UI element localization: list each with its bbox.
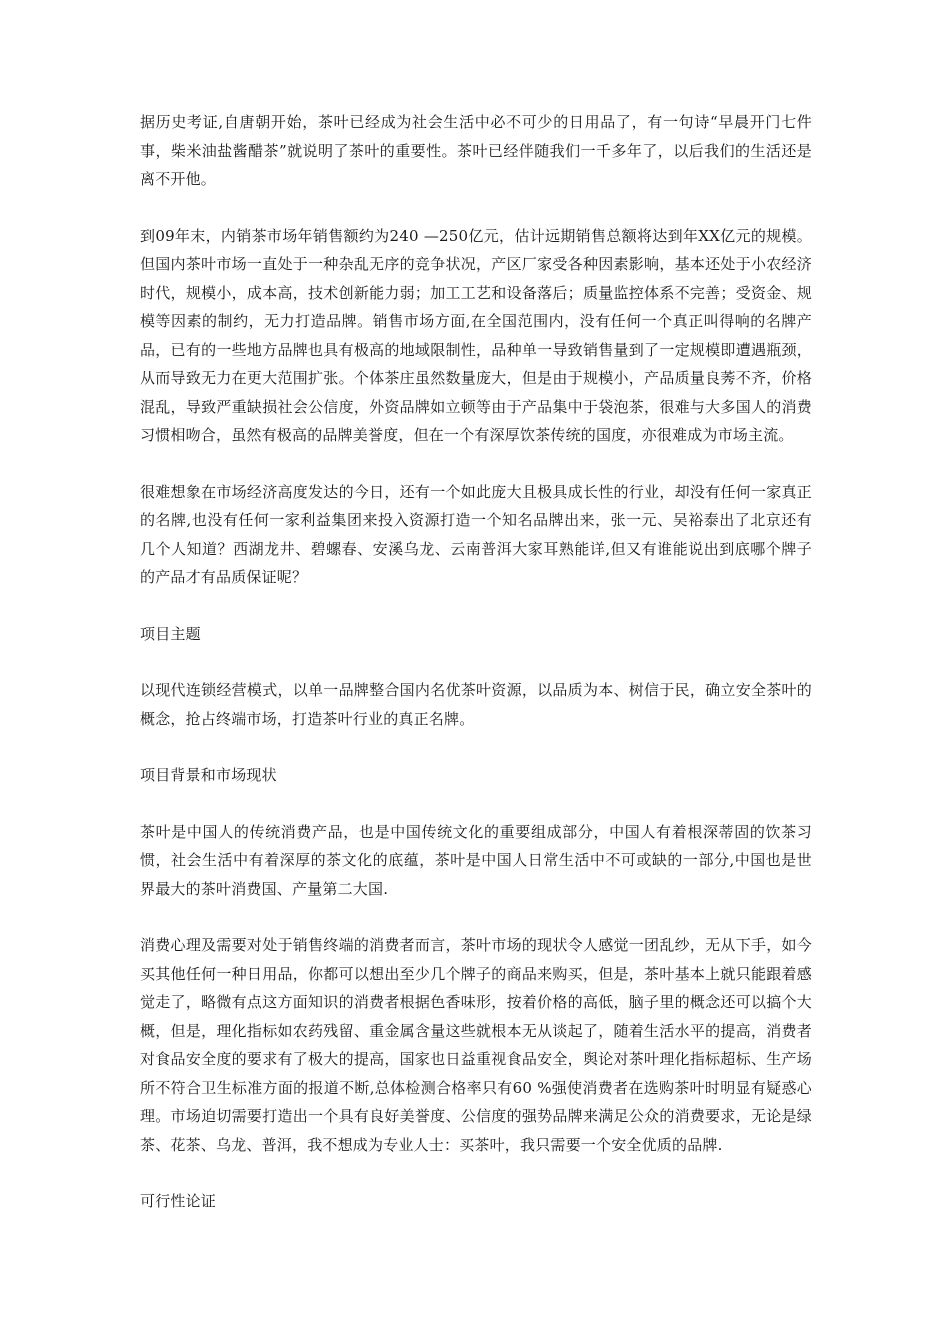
paragraph-history: 据历史考证,自唐朝开始，茶叶已经成为社会生活中必不可少的日用品了，有一句诗“早晨开门七件事，柴米油盐酱醋茶”就说明了茶叶的重要性。茶叶已经伴随我们一千多年了，以后我们的生活还是离不开他。 [140, 113, 812, 188]
paragraph-project-theme: 以现代连锁经营模式，以单一品牌整合国内名优茶叶资源，以品质为本、树信于民，确立安全茶叶的概念，抢占终端市场，打造茶叶行业的真正名牌。 [140, 681, 812, 728]
section-heading-background: 项目背景和市场现状 [140, 766, 277, 784]
section-heading-feasibility: 可行性论证 [140, 1192, 217, 1210]
paragraph-market-size: 到09年末，内销茶市场年销售额约为240 —250亿元，估计远期销售总额将达到年XX亿元的规模。但国内茶叶市场一直处于一种杂乱无序的竞争状况，产区厂家受各种因素影响，基本还处于小农经济时代，规模小，成本高，技术创新能力弱；加工工艺和设备落后；质量监控体系不完善；受资金、规模等因素的制约，无力打造品牌。销售市场方面,在全国范围内，没有任何一个真正叫得响的名牌产品，已有的一些地方品牌也具有极高的地域限制性，品种单一导致销售量到了一定规模即遭遇瓶颈，从而导致无力在更大范围扩张。个体茶庄虽然数量庞大，但是由于规模小，产品质量良莠不齐，价格混乱，导致严重缺损社会公信度，外资品牌如立顿等由于产品集中于袋泡茶，很难与大多国人的消费习惯相吻合，虽然有极高的品牌美誉度，但在一个有深厚饮茶传统的国度，亦很难成为市场主流。 [140, 226, 812, 444]
paragraph-no-brand: 很难想象在市场经济高度发达的今日，还有一个如此庞大且极具成长性的行业，却没有任何一家真正的名牌,也没有任何一家利益集团来投入资源打造一个知名品牌出来，张一元、吴裕泰出了北京还有几个人知道？西湖龙井、碧螺春、安溪乌龙、云南普洱大家耳熟能详,但又有谁能说出到底哪个牌子的产品才有品质保证呢？ [140, 482, 812, 586]
paragraph-consumer-psychology: 消费心理及需要对处于销售终端的消费者而言，茶叶市场的现状令人感觉一团乱纱，无从下手，如今买其他任何一种日用品，你都可以想出至少几个牌子的商品来购买，但是，茶叶基本上就只能跟着感觉走了，略微有点这方面知识的消费者根据色香味形，按着价格的高低，脑子里的概念还可以搞个大概，但是，理化指标如农药残留、重金属含量这些就根本无从谈起了，随着生活水平的提高，消费者对食品安全度的要求有了极大的提高，国家也日益重视食品安全，舆论对茶叶理化指标超标、生产场所不符合卫生标准方面的报道不断,总体检测合格率只有60 %强使消费者在选购茶叶时明显有疑惑心理。市场迫切需要打造出一个具有良好美誉度、公信度的强势品牌来满足公众的消费要求，无论是绿茶、花茶、乌龙、普洱，我不想成为专业人士：买茶叶，我只需要一个安全优质的品牌. [140, 936, 812, 1154]
paragraph-tradition: 茶叶是中国人的传统消费产品，也是中国传统文化的重要组成部分，中国人有着根深蒂固的饮茶习惯，社会生活中有着深厚的茶文化的底蕴，茶叶是中国人日常生活中不可或缺的一部分,中国也是世界最大的茶叶消费国、产量第二大国. [140, 822, 812, 898]
document-body [140, 108, 812, 1244]
section-heading-project-theme: 项目主题 [140, 624, 201, 643]
